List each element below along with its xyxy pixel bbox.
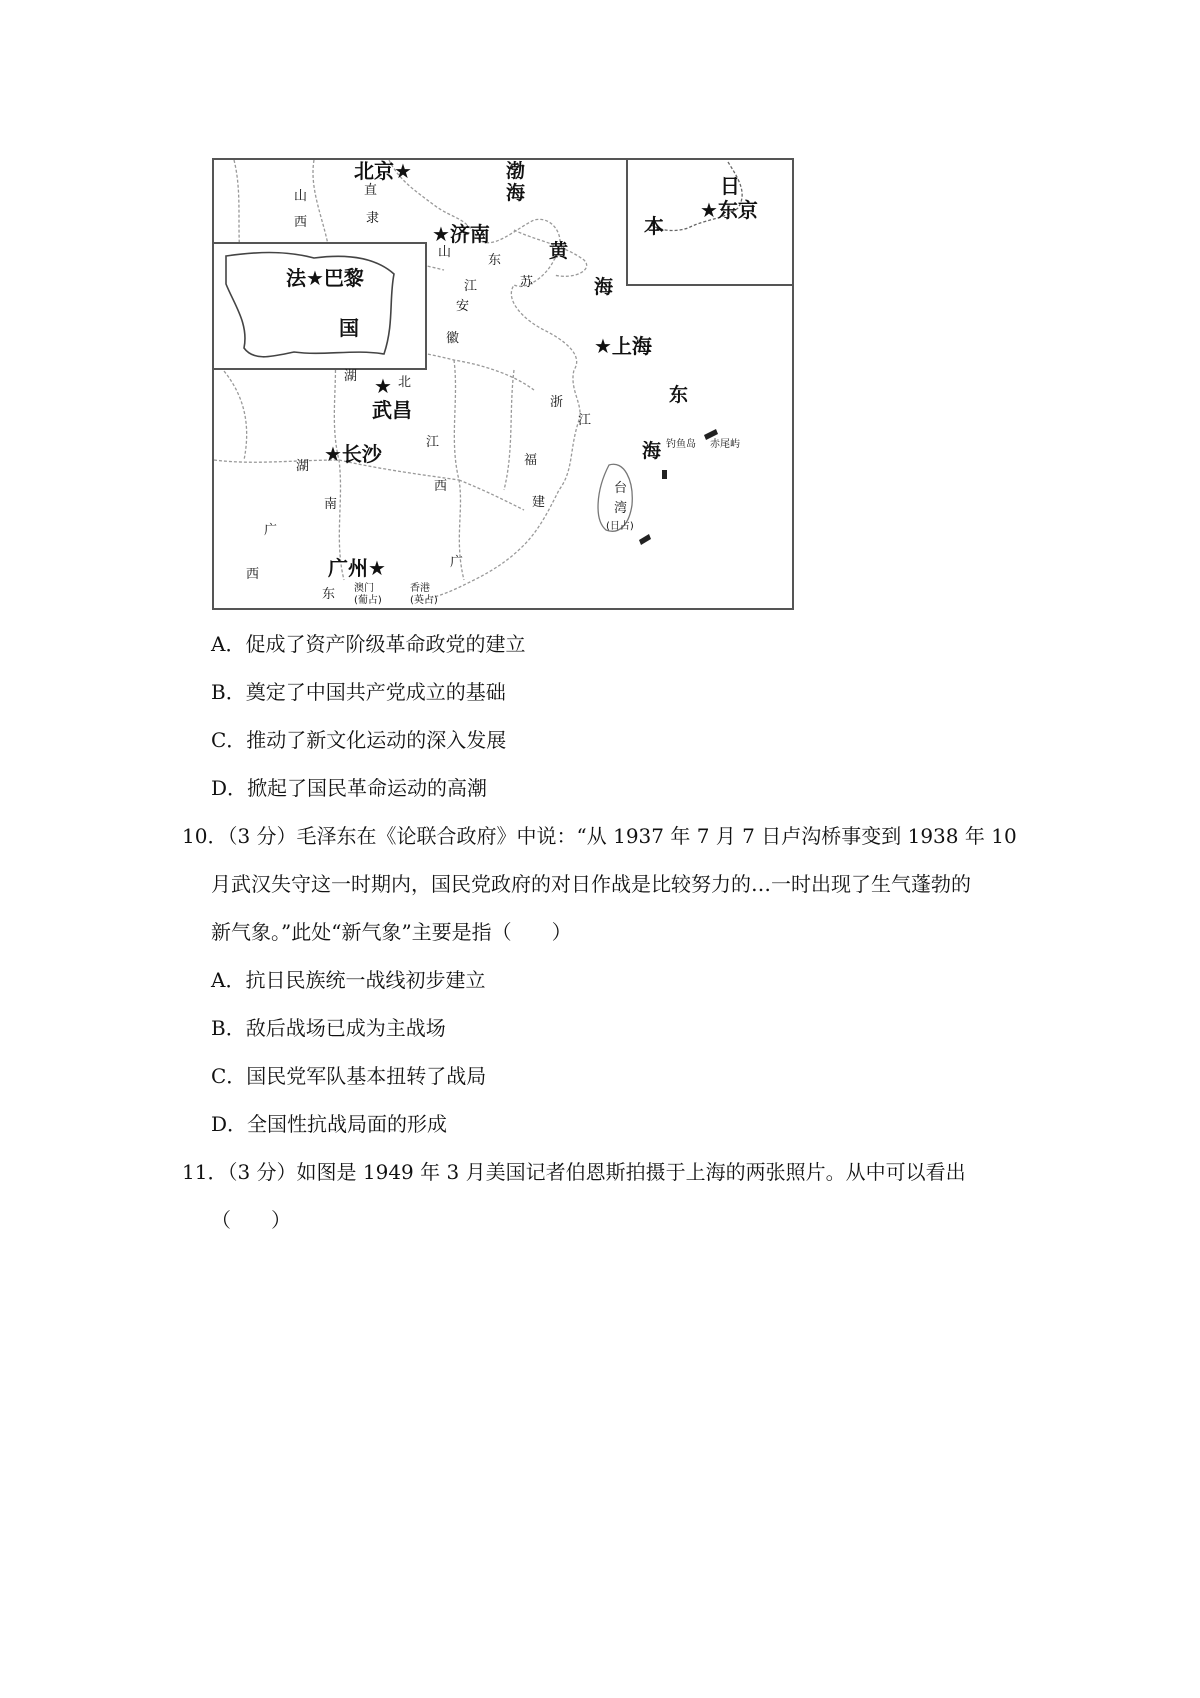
q10-stem-line1: 10．（3 分）毛泽东在《论联合政府》中说：“从 1937 年 7 月 7 日卢沟桥事变到 1938 年 10 (182, 824, 1017, 848)
jinan-label: ★济南 (432, 222, 490, 246)
chiwei-label: 赤尾屿 (710, 439, 740, 450)
guangzhou-label: 广州★ (328, 556, 386, 580)
fujian-1: 福 (524, 453, 538, 468)
beijing-label: 北京★ (354, 159, 412, 183)
jiangxi-1: 江 (426, 435, 440, 450)
bohai-2: 海 (506, 182, 526, 204)
guangdong-2: 东 (322, 587, 336, 602)
hubei-1: 湖 (344, 369, 358, 384)
zhili-1: 直 (364, 183, 378, 198)
japan-ben-label: 本 (644, 214, 664, 238)
q10-option-c: C．国民党军队基本扭转了战局 (211, 1064, 487, 1088)
donghai-2: 海 (642, 440, 662, 462)
q10-option-b: B．敌后战场已成为主战场 (211, 1016, 446, 1040)
hunan-2: 南 (324, 497, 338, 512)
zhejiang-1: 浙 (550, 395, 564, 410)
q9-option-d: D．掀起了国民革命运动的高潮 (211, 776, 488, 800)
q11-stem-line1: 11．（3 分）如图是 1949 年 3 月美国记者伯恩斯拍摄于上海的两张照片。从中可以看出 (182, 1160, 966, 1184)
taiwan-1: 台 (614, 481, 628, 496)
macau-label: 澳门 (354, 583, 374, 594)
france-outline (214, 244, 425, 368)
q9-option-b: B．奠定了中国共产党成立的基础 (211, 680, 506, 704)
shandong-1: 山 (438, 245, 452, 260)
changsha-label: ★长沙 (324, 442, 382, 466)
diaoyu-label: 钓鱼岛 (666, 439, 696, 450)
japan-inset (626, 158, 794, 286)
wuchang-label: 武昌 (372, 398, 412, 422)
q10-option-a: A．抗日民族统一战线初步建立 (211, 968, 486, 992)
taiwan-3: (日占) (606, 521, 634, 532)
hubei-2: 北 (398, 375, 412, 390)
france-guo-label: 国 (339, 316, 359, 340)
q9-option-c: C．推动了新文化运动的深入发展 (211, 728, 507, 752)
anhui-2: 徽 (446, 331, 460, 346)
q9-option-a: A．促成了资产阶级革命政党的建立 (211, 632, 526, 656)
hongkong-occ-label: (英占) (410, 595, 438, 606)
jiangsu-2: 苏 (520, 275, 534, 290)
q11-stem-line2: （ ） (211, 1208, 291, 1232)
huanghai-1: 黄 (549, 240, 569, 262)
anhui-1: 安 (456, 299, 470, 314)
q10-option-d: D．全国性抗战局面的形成 (211, 1112, 448, 1136)
q10-stem-line3: 新气象。”此处“新气象”主要是指（ ） (211, 920, 572, 944)
donghai-1: 东 (669, 384, 689, 406)
shanghai-label: ★上海 (594, 334, 652, 358)
bohai-1: 渤 (506, 160, 526, 182)
hunan-1: 湖 (296, 459, 310, 474)
guangxi-2: 西 (246, 567, 260, 582)
japan-ri-label: 日 (720, 174, 740, 198)
zhili-2: 隶 (366, 211, 380, 226)
q10-stem-line2: 月武汉失守这一时期内，国民党政府的对日作战是比较努力的…一时出现了生气蓬勃的 (211, 872, 971, 896)
taiwan-2: 湾 (614, 501, 628, 516)
shanxi-2: 西 (294, 215, 308, 230)
zhejiang-2: 江 (578, 413, 592, 428)
jiangxi-2: 西 (434, 479, 448, 494)
hongkong-label: 香港 (410, 583, 430, 594)
fujian-2: 建 (532, 495, 546, 510)
shandong-2: 东 (488, 253, 502, 268)
macau-occ-label: (葡占) (354, 595, 382, 606)
wuchang-star: ★ (374, 374, 392, 398)
guangxi-1: 广 (264, 523, 278, 538)
jiangsu-1: 江 (464, 279, 478, 294)
france-inset (214, 242, 427, 370)
historical-map (212, 158, 794, 610)
huanghai-2: 海 (594, 276, 614, 298)
guangdong-1: 广 (450, 555, 464, 570)
paris-label: 法★巴黎 (286, 266, 364, 290)
shanxi-1: 山 (294, 189, 308, 204)
tokyo-label: ★东京 (700, 198, 758, 222)
